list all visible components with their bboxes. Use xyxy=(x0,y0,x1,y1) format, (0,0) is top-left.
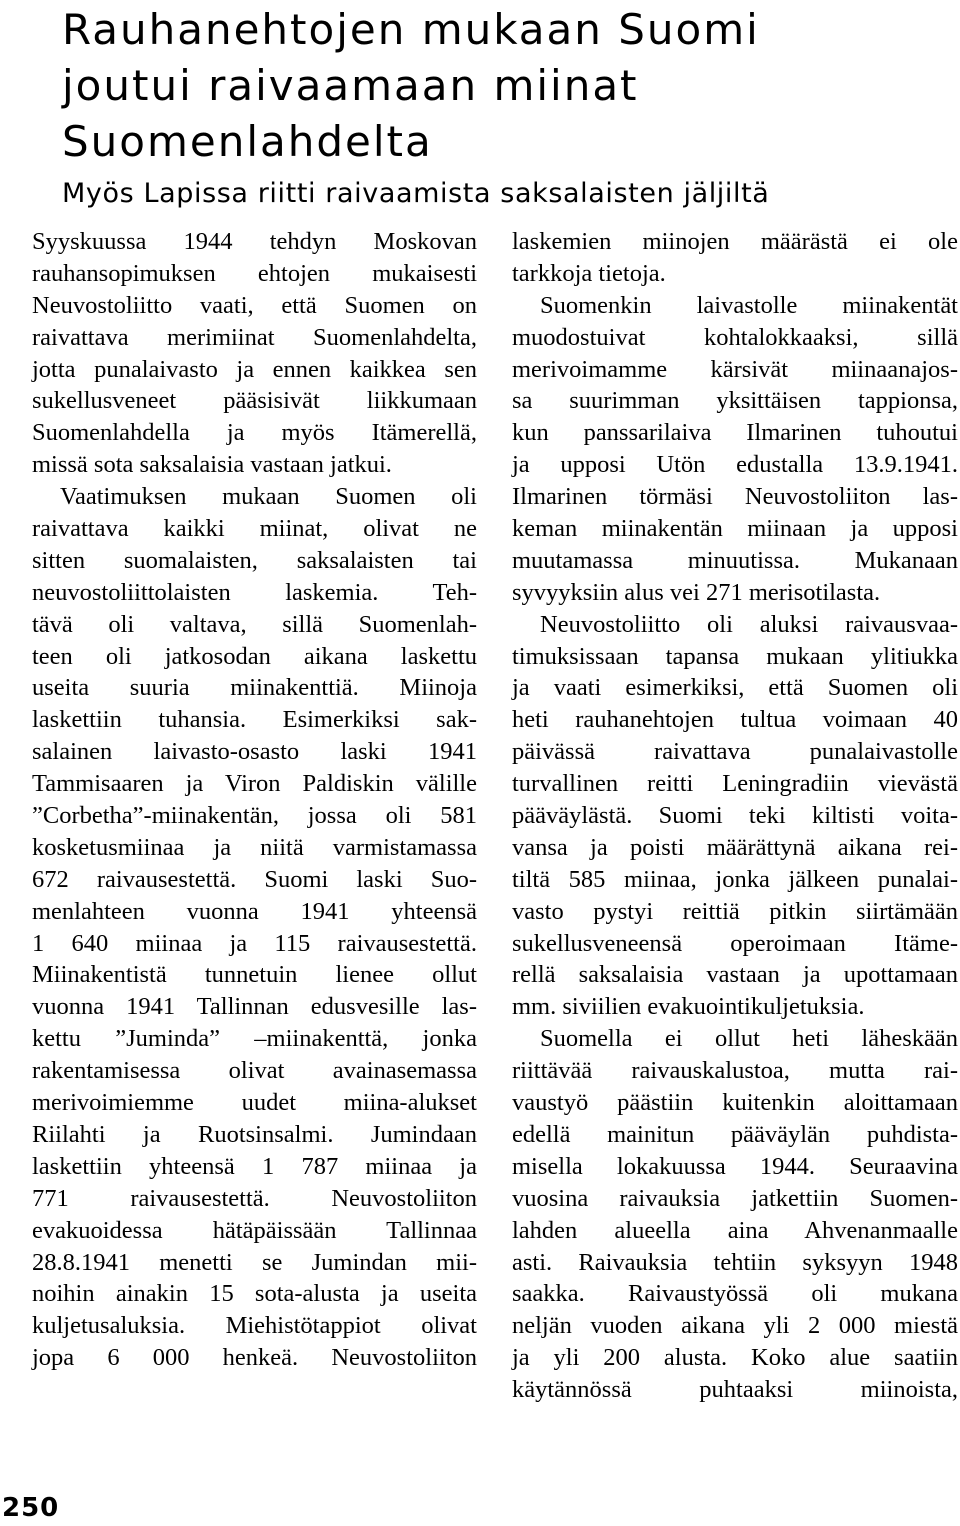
text-line: asti. Raivauksia tehtiin syksyyn 1948 xyxy=(512,1248,958,1276)
text-line: pääväylästä. Suomi teki kiltisti voita- xyxy=(512,802,958,830)
text-line: vaustyö päästiin kuitenkin aloittamaan xyxy=(512,1089,958,1117)
article-title xyxy=(62,2,942,170)
text-line: Suomella ei ollut heti läheskään xyxy=(540,1025,958,1053)
text-line: Syyskuussa 1944 tehdyn Moskovan xyxy=(32,228,477,255)
text-line: laskemien miinojen määrästä ei ole xyxy=(512,228,958,255)
text-line: muodostuivat kohtalokkaaksi, sillä xyxy=(512,323,958,351)
title-line: joutui raivaamaan miinat xyxy=(62,61,639,110)
text-line: sukellusveneet pääsisivät liikkumaan xyxy=(32,387,477,415)
text-line: vuonna 1941 Tallinnan edusvesille las- xyxy=(32,993,477,1021)
text-line: laskettiin yhteensä 1 787 miinaa ja xyxy=(32,1152,477,1180)
text-line: salainen laivasto-osasto laski 1941 xyxy=(32,738,477,766)
text-line: päivässä raivattava punalaivastolle xyxy=(512,738,958,766)
text-line: Neuvostoliitto vaati, että Suomen on xyxy=(32,291,477,319)
text-line: laskettiin tuhansia. Esimerkiksi sak- xyxy=(32,706,477,734)
text-line: misella lokakuussa 1944. Seuraavina xyxy=(512,1152,958,1180)
text-line: kettu ”Juminda” –miinakenttä, jonka xyxy=(32,1025,477,1053)
text-line: Miinakentistä tunnetuin lienee ollut xyxy=(32,961,477,989)
text-line: kun panssarilaiva Ilmarinen tuhoutui xyxy=(512,419,958,447)
text-line: timuksissaan tapansa mukaan ylitiukka xyxy=(512,642,958,670)
title-line: Suomenlahdelta xyxy=(62,117,433,166)
text-line: muutamassa minuutissa. Mukanaan xyxy=(512,546,958,574)
text-line: Neuvostoliitto oli aluksi raivausvaa- xyxy=(540,610,958,638)
text-line: ja yli 200 alusta. Koko alue saatiin xyxy=(512,1344,958,1372)
text-line: riittävää raivauskalustoa, mutta rai- xyxy=(512,1057,958,1085)
text-line: Riilahti ja Ruotsinsalmi. Jumindaan xyxy=(32,1120,477,1148)
text-line: 1 640 miinaa ja 115 raivausestettä. xyxy=(32,929,477,957)
text-line: syvyyksiin alus vei 271 merisotilasta. xyxy=(512,578,881,606)
article-subtitle: Myös Lapissa riitti raivaamista saksalaisten jäljiltä xyxy=(62,178,770,209)
text-line: vansa ja poisti määrättynä aikana rei- xyxy=(512,833,958,861)
text-line: teen oli jatkosodan aikana laskettu xyxy=(32,642,477,670)
text-line: vasto pystyi reittiä pitkin siirtämään xyxy=(512,897,958,925)
text-line: kosketusmiinaa ja niitä varmistamassa xyxy=(32,833,477,861)
text-line: ja vaati esimerkiksi, että Suomen oli xyxy=(512,674,958,702)
text-line: keman miinakentän miinaan ja upposi xyxy=(512,515,958,543)
text-line: merivoimiemme uudet miina-alukset xyxy=(32,1089,477,1117)
text-line: 771 raivausestettä. Neuvostoliiton xyxy=(32,1184,477,1212)
text-line: Vaatimuksen mukaan Suomen oli xyxy=(60,483,477,511)
text-line: sa suurimman yksittäisen tappionsa, xyxy=(512,387,958,415)
text-line: raivattava merimiinat Suomenlahdelta, xyxy=(32,323,477,351)
right-text-column xyxy=(512,226,958,1406)
text-line: menlahteen vuonna 1941 yhteensä xyxy=(32,897,477,925)
text-line: jotta punalaivasto ja ennen kaikkea sen xyxy=(32,355,477,383)
text-line: ja upposi Utön edustalla 13.9.1941. xyxy=(512,451,958,479)
text-line: 672 raivausestettä. Suomi laski Suo- xyxy=(32,865,477,893)
text-line: evakuoidessa hätäpäissään Tallinnaa xyxy=(32,1216,477,1244)
text-line: missä sota saksalaisia vastaan jatkui. xyxy=(32,451,392,479)
text-line: tävä oli valtava, sillä Suomenlah- xyxy=(32,610,477,638)
text-line: heti rauhanehtojen tultua voimaan 40 xyxy=(512,706,958,734)
title-line: Rauhanehtojen mukaan Suomi xyxy=(62,5,760,54)
text-line: saakka. Raivaustyössä oli mukana xyxy=(512,1280,958,1308)
text-line: merivoimamme kärsivät miinaanajos- xyxy=(512,355,958,383)
text-line: sukellusveneensä operoimaan Itäme- xyxy=(512,929,958,957)
text-line: jopa 6 000 henkeä. Neuvostoliiton xyxy=(32,1344,477,1372)
text-line: vuosina raivauksia jatkettiin Suomen- xyxy=(512,1184,958,1212)
text-line: raivattava kaikki miinat, olivat ne xyxy=(32,515,477,543)
text-line: neuvostoliittolaisten laskemia. Teh- xyxy=(32,578,477,606)
text-line: 28.8.1941 menetti se Jumindan mii- xyxy=(32,1248,477,1276)
text-line: turvallinen reitti Leningradiin vievästä xyxy=(512,770,958,798)
text-line: noihin ainakin 15 sota-alusta ja useita xyxy=(32,1280,477,1308)
text-line: Ilmarinen törmäsi Neuvostoliiton las- xyxy=(512,483,958,511)
text-line: Suomenlahdella ja myös Itämerellä, xyxy=(32,419,477,447)
left-text-column xyxy=(32,226,477,1374)
text-line: sitten suomalaisten, saksalaisten tai xyxy=(32,546,477,574)
text-line: useita suuria miinakenttiä. Miinoja xyxy=(32,674,477,702)
text-line: kuljetusaluksia. Miehistötappiot olivat xyxy=(32,1312,477,1340)
text-line: Suomenkin laivastolle miinakentät xyxy=(540,291,958,319)
text-line: rellä saksalaisia vastaan ja upottamaan xyxy=(512,961,958,989)
text-line: neljän vuoden aikana yli 2 000 miestä xyxy=(512,1312,958,1340)
text-line: tarkkoja tietoja. xyxy=(512,259,666,287)
text-line: rauhansopimuksen ehtojen mukaisesti xyxy=(32,259,477,287)
text-line: käytännössä puhtaaksi miinoista, xyxy=(512,1376,958,1404)
text-line: lahden alueella aina Ahvenanmaalle xyxy=(512,1216,958,1244)
text-line: rakentamisessa olivat avainasemassa xyxy=(32,1057,477,1085)
text-line: mm. siviilien evakuointikuljetuksia. xyxy=(512,993,865,1021)
text-line: ”Corbetha”-miinakentän, jossa oli 581 xyxy=(32,802,477,830)
text-line: tiltä 585 miinaa, jonka jälkeen punalai- xyxy=(512,865,958,893)
text-line: Tammisaaren ja Viron Paldiskin välille xyxy=(32,770,477,798)
page-number: 250 xyxy=(2,1493,60,1523)
text-line: edellä mainitun pääväylän puhdista- xyxy=(512,1120,958,1148)
